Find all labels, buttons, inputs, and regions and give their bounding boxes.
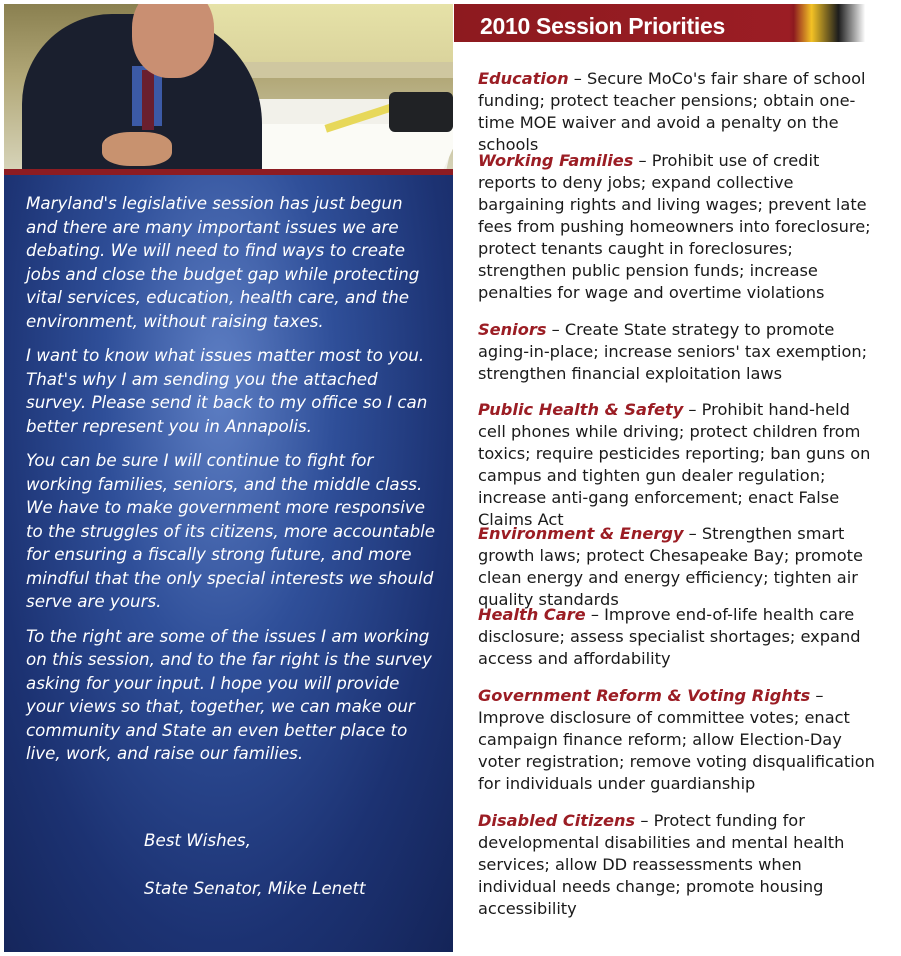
divider-line [4,169,453,175]
priority-text: Prohibit hand-held cell phones while driving; protect children from toxics; require pesticides reporting; ban guns on campus and tighten gun dealer regulation; increase anti-gang enforcement; enact False Claims Act [478,400,871,529]
priority-text: Improve end-of-life health care disclosure; assess specialist shortages; expand access and affordability [478,605,861,668]
priority-heading: Government Reform & Voting Rights [478,686,811,705]
priority-text: Create State strategy to promote aging-in-place; increase seniors' tax exemption; strengthen financial exploitation laws [478,320,868,383]
priority-heading: Seniors [478,320,547,339]
letter-paragraph-2: I want to know what issues matter most to you. That's why I am sending you the attached survey. Please send it back to my office so I can better represent you in Annapolis. [26,345,428,436]
priority-text: Strengthen smart growth laws; protect Chesapeake Bay; promote clean energy and energy efficiency; tighten air quality standards [478,524,863,609]
priority-public-health-safety: Public Health & Safety – Prohibit hand-held cell phones while driving; protect children from toxics; require pesticides reporting; ban guns on campus and tighten gun dealer regulation; increase anti-gang enforcement; enact False Claims Act [478,400,871,529]
priority-text: Protect funding for developmental disabilities and mental health services; allow DD reassessments when individual needs change; promote housing accessibility [478,811,845,918]
priorities-banner [454,4,901,42]
priority-seniors: Seniors – Create State strategy to promote aging-in-place; increase seniors' tax exemption; strengthen financial exploitation laws [478,320,868,383]
senator-photo [4,4,453,169]
priority-disabled-citizens: Disabled Citizens – Protect funding for developmental disabilities and mental health services; allow DD reassessments when individual needs change; promote housing accessibility [478,811,845,918]
letter-paragraph-1: Maryland's legislative session has just begun and there are many important issues we are debating. We will need to find ways to create jobs and close the budget gap while protecting vital services, education, health care, and the environment, without raising taxes. [26,193,420,331]
priority-education: Education – Secure MoCo's fair share of school funding; protect teacher pensions; obtain one-time MOE waiver and avoid a penalty on the schools [478,69,866,154]
priority-text: Improve disclosure of committee votes; enact campaign finance reform; allow Election-Day voter registration; remove voting disqualification for individuals under guardianship [478,708,875,793]
letter-signature: State Senator, Mike Lenett [144,878,366,898]
letter-panel [4,4,453,952]
priority-heading: Environment & Energy [478,524,684,543]
priority-text: Prohibit use of credit reports to deny jobs; expand collective bargaining rights and living wages; prevent late fees from pushing homeowners into foreclosure; protect tenants caught in foreclosures; strengthen public pension funds; increase penalties for wage and overtime violations [478,151,871,302]
priority-government-reform: Government Reform & Voting Rights – Improve disclosure of committee votes; enact campaign finance reform; allow Election-Day voter registration; remove voting disqualification for individuals under guardianship [478,686,875,793]
priority-environment-energy: Environment & Energy – Strengthen smart growth laws; protect Chesapeake Bay; promote clean energy and energy efficiency; tighten air quality standards [478,524,863,609]
priority-heading: Disabled Citizens [478,811,636,830]
priority-heading: Public Health & Safety [478,400,684,419]
priorities-title: 2010 Session Priorities [480,13,725,39]
priorities-panel [454,4,901,952]
priority-health-care: Health Care – Improve end-of-life health care disclosure; assess specialist shortages; expand access and affordability [478,605,861,668]
letter-paragraph-4: To the right are some of the issues I am working on this session, and to the far right is the survey asking for your input. I hope you will provide your views so that, together, we can make our community and State an even better place to live, work, and raise our families. [26,625,432,763]
letter-paragraph-3: You can be sure I will continue to fight for working families, seniors, and the middle class. We have to make government more responsive to the struggles of its citizens, more accountable for ensuring a fiscally strong future, and more mindful that the only special interests we should serve are yours. [26,450,436,611]
priority-heading: Health Care [478,605,586,624]
priority-text: Secure MoCo's fair share of school funding; protect teacher pensions; obtain one-time MOE waiver and avoid a penalty on the schools [478,69,866,154]
letter-body [26,192,436,777]
priority-heading: Education [478,69,569,88]
letter-closing: Best Wishes, [144,830,251,850]
priority-heading: Working Families [478,151,634,170]
priority-working-families: Working Families – Prohibit use of credit reports to deny jobs; expand collective bargaining rights and living wages; prevent late fees from pushing homeowners into foreclosure; protect tenants caught in foreclosures; strengthen public pension funds; increase penalties for wage and overtime violations [478,151,871,302]
